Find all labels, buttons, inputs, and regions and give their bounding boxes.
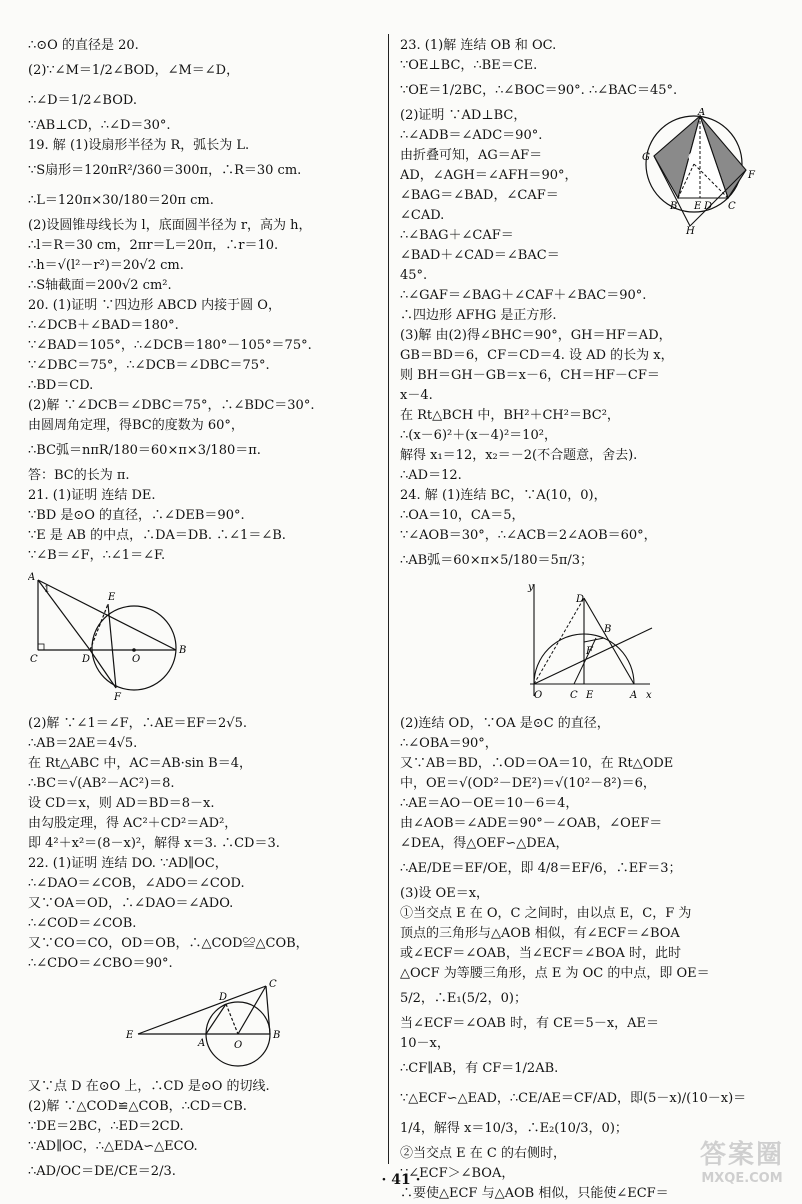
- watermark: [700, 1134, 784, 1186]
- solution-line: 1/4，解得 x＝10/3，∴E₂(10/3，0)；: [400, 1121, 628, 1136]
- fig21-label: O: [132, 654, 141, 665]
- solution-line: ∵∠DBC＝75°，∴∠DCB＝∠DBC＝75°.: [28, 358, 270, 373]
- fig23-label: F: [748, 170, 755, 181]
- fig21-wrapper: [28, 570, 378, 710]
- fig23-label: E: [694, 201, 702, 212]
- solution-line: 中，OE＝√(OD²－DE²)＝√(10²－8²)＝6，: [400, 776, 656, 791]
- solution-line: ∵E 是 AB 的中点，∴DA＝DB. ∴∠1＝∠B.: [28, 528, 286, 543]
- solution-line: 又∵点 D 在⊙O 上，∴CD 是⊙O 的切线.: [28, 1079, 270, 1094]
- watermark-url: MXQE.COM: [701, 1171, 783, 1186]
- fig24-label: E: [586, 690, 594, 701]
- solution-line: ∵AD∥OC，∴△EDA∽△ECO.: [28, 1139, 198, 1154]
- solution-line: (2)证明 ∵AD⊥BC，: [400, 108, 527, 123]
- solution-line: (2)设圆锥母线长为 l，底面圆半径为 r，高为 h，: [28, 218, 312, 233]
- fig23-label: G: [642, 152, 650, 163]
- solution-line: ∴∠COD＝∠COB.: [28, 916, 137, 931]
- solution-line: 答：BC的长为 π.: [28, 468, 130, 483]
- fig24-label: y: [528, 582, 534, 593]
- solution-line: 45°.: [400, 268, 428, 283]
- solution-line: 由∠AOB＝∠ADE＝90°－∠OAB，∠OEF＝: [400, 816, 663, 831]
- solution-line: ∵OE＝1/2BC，∴∠BOC＝90°. ∴∠BAC＝45°.: [400, 83, 678, 98]
- solution-line: △OCF 为等腰三角形，点 E 为 OC 的中点，即 OE＝: [400, 966, 710, 981]
- solution-line: ∵∠AOB＝30°，∴∠ACB＝2∠AOB＝60°，: [400, 528, 657, 543]
- fig23-label: O: [688, 152, 697, 163]
- solution-line: (2)解 ∵△COD≌△COB，∴CD＝CB.: [28, 1099, 247, 1114]
- fig22-label: B: [273, 1030, 281, 1041]
- solution-line: ∵DE＝2BC，∴ED＝2CD.: [28, 1119, 184, 1134]
- figure-22: [28, 978, 358, 1073]
- solution-line: ∴∠DAO＝∠COB，∠ADO＝∠COD.: [28, 876, 245, 891]
- solution-line: ∵∠BAD＝105°，∴∠DCB＝180°－105°＝75°.: [28, 338, 312, 353]
- solution-line: ∴CF∥AB，有 CF＝1/2AB.: [400, 1061, 559, 1076]
- solution-line: (2)∵∠M＝1/2∠BOD，∠M＝∠D，: [28, 63, 240, 78]
- solution-line: ∵BD 是⊙O 的直径，∴∠DEB＝90°.: [28, 508, 245, 523]
- fig21-label: 1: [44, 585, 50, 595]
- solution-line: 23. (1)解 连结 OB 和 OC.: [400, 38, 557, 53]
- solution-line: x－4.: [400, 388, 433, 403]
- solution-line: ∵∠B＝∠F，∴∠1＝∠F.: [28, 548, 166, 563]
- figure-21: [28, 570, 198, 710]
- solution-line: 由折叠可知，AG＝AF＝: [400, 148, 543, 163]
- solution-line: ∠DEA，得△OEF∽△DEA，: [400, 836, 569, 851]
- solution-line: ∴∠DCB＋∠BAD＝180°.: [28, 318, 179, 333]
- fig23-label: H: [686, 226, 695, 234]
- solution-line: ∴BC＝√(AB²－AC²)＝8.: [28, 776, 175, 791]
- solution-line: ∴∠D＝1/2∠BOD.: [28, 93, 137, 108]
- solution-line: 在 Rt△ABC 中，AC＝AB·sin B＝4，: [28, 756, 252, 771]
- solution-line: ∴S轴截面＝200√2 cm².: [28, 278, 172, 293]
- fig21-label: D: [82, 654, 91, 665]
- solution-line: ②当交点 E 在 C 的右侧时，: [400, 1146, 566, 1161]
- solution-line: ∴⊙O 的直径是 20.: [28, 38, 139, 53]
- solution-line: 当∠ECF＝∠OAB 时，有 CE＝5－x，AE＝: [400, 1016, 660, 1031]
- solution-line: ∴BD＝CD.: [28, 378, 94, 393]
- solution-line: 21. (1)证明 连结 DE.: [28, 488, 156, 503]
- fig23-label: C: [728, 201, 736, 212]
- solution-line: ∴∠OBA＝90°，: [400, 736, 498, 751]
- fig22-label: O: [234, 1040, 243, 1051]
- fig23-label: B: [670, 201, 678, 212]
- solution-line: ∴要使△ECF 与△AOB 相似，只能使∠ECF＝: [400, 1186, 669, 1201]
- solution-line: ①当交点 E 在 O，C 之间时，由以点 E，C，F 为: [400, 906, 692, 921]
- solution-line: 在 Rt△BCH 中，BH²＋CH²＝BC²，: [400, 408, 620, 423]
- solution-line: 解得 x₁＝12，x₂＝－2(不合题意，舍去).: [400, 448, 638, 463]
- solution-line: 又∵OA＝OD，∴∠DAO＝∠ADO.: [28, 896, 234, 911]
- fig22-label: A: [198, 1038, 206, 1049]
- solution-line: ∴∠GAF＝∠BAG＋∠CAF＋∠BAC＝90°.: [400, 288, 647, 303]
- solution-line: ∴∠ADB＝∠ADC＝90°.: [400, 128, 543, 143]
- solution-line: 5/2，∴E₁(5/2，0)；: [400, 991, 527, 1006]
- solution-line: ∴L＝120π×30/180＝20π cm.: [28, 193, 214, 208]
- solution-line: (2)连结 OD，∵OA 是⊙C 的直径，: [400, 716, 610, 731]
- solution-line: 10－x，: [400, 1036, 450, 1051]
- left-column: [28, 36, 378, 1187]
- solution-line: GB＝BD＝6，CF＝CD＝4. 设 AD 的长为 x，: [400, 348, 674, 363]
- fig21-label: E: [108, 592, 116, 603]
- solution-line: 又∵AB＝BD，∴OD＝OA＝10，在 Rt△ODE: [400, 756, 674, 771]
- watermark-title: 答案圈: [699, 1140, 784, 1170]
- solution-line: (2)解 ∵∠DCB＝∠DBC＝75°，∴∠BDC＝30°.: [28, 398, 315, 413]
- figure-23: [638, 108, 758, 238]
- solution-line: ∠CAD.: [400, 208, 445, 223]
- solution-line: ∵∠ECF＞∠BOA，: [400, 1166, 515, 1181]
- solution-line: 或∠ECF＝∠OAB，当∠ECF＝∠BOA 时，此时: [400, 946, 682, 961]
- fig22-wrapper: [28, 978, 378, 1073]
- fig23-label: D: [704, 201, 713, 212]
- solution-line: (3)设 OE＝x，: [400, 886, 490, 901]
- fig24-label: B: [604, 624, 612, 635]
- solution-line: 设 CD＝x，则 AD＝BD＝8－x.: [28, 796, 215, 811]
- solution-line: 24. 解 (1)连结 BC，∵A(10，0)，: [400, 488, 607, 503]
- solution-line: 由勾股定理，得 AC²＋CD²＝AD²，: [28, 816, 238, 831]
- solution-line: 则 BH＝GH－GB＝x－6，CH＝HF－CF＝: [400, 368, 660, 383]
- solution-line: 20. (1)证明 ∵四边形 ABCD 内接于圆 O，: [28, 298, 281, 313]
- solution-line: ∴AD＝12.: [400, 468, 462, 483]
- solution-line: 由圆周角定理，得BC的度数为 60°，: [28, 418, 244, 433]
- solution-line: ∴l＝R＝30 cm，2πr＝L＝20π，∴r＝10.: [28, 238, 279, 253]
- fig24-label: D: [576, 594, 585, 605]
- fig21-label: F: [114, 692, 121, 703]
- solution-line: ∴AD/OC＝DE/CE＝2/3.: [28, 1164, 176, 1179]
- solution-line: AD，∠AGH＝∠AFH＝90°，: [400, 168, 578, 183]
- solution-line: 顶点的三角形与△AOB 相似，有∠ECF＝∠BOA: [400, 926, 680, 941]
- solution-line: ∴AB＝2AE＝4√5.: [28, 736, 138, 751]
- solution-line: ∴AE＝AO－OE＝10－6＝4，: [400, 796, 579, 811]
- solution-line: ∵AB⊥CD，∴∠D＝30°.: [28, 118, 171, 133]
- fig22-label: D: [219, 992, 228, 1003]
- solution-line: 19. 解 (1)设扇形半径为 R，弧长为 L.: [28, 138, 250, 153]
- column-divider: [388, 34, 389, 1164]
- solution-line: (2)解 ∵∠1＝∠F，∴AE＝EF＝2√5.: [28, 716, 247, 731]
- page-number: · 41 ·: [381, 1172, 421, 1188]
- solution-line: ∵OE⊥BC，∴BE＝CE.: [400, 58, 538, 73]
- fig21-label: B: [179, 645, 187, 656]
- solution-line: ∴AE/DE＝EF/OE，即 4/8＝EF/6，∴EF＝3；: [400, 861, 682, 876]
- fig24-wrapper: [400, 580, 772, 710]
- solution-line: ∵△ECF∽△EAD，∴CE/AE＝CF/AD，即(5－x)/(10－x)＝: [400, 1091, 747, 1106]
- fig24-label: O: [534, 690, 543, 701]
- solution-line: ∴AB弧＝60×π×5/180＝5π/3；: [400, 553, 594, 568]
- fig21-label: A: [28, 572, 36, 583]
- solution-line: ∴∠CDO＝∠CBO＝90°.: [28, 956, 173, 971]
- solution-line: ∵S扇形＝120πR²/360＝300π，∴R＝30 cm.: [28, 163, 302, 178]
- fig22-label: C: [269, 979, 277, 990]
- fig21-label: C: [30, 654, 38, 665]
- fig23-label: A: [698, 108, 706, 118]
- solution-line: ∴h＝√(l²－r²)＝20√2 cm.: [28, 258, 184, 273]
- solution-line: 22. (1)证明 连结 DO. ∵AD∥OC，: [28, 856, 228, 871]
- solution-line: 又∵CO＝CO，OD＝OB，∴△COD≌△COB，: [28, 936, 309, 951]
- figure-24: [400, 580, 772, 710]
- fig22-label: E: [126, 1030, 134, 1041]
- fig24-label: x: [646, 690, 652, 701]
- fig24-label: C: [570, 690, 578, 701]
- solution-line: ∴BC弧＝nπR/180＝60×π×3/180＝π.: [28, 443, 261, 458]
- solution-line: ∠BAG＝∠BAD，∠CAF＝: [400, 188, 559, 203]
- fig24-label: F: [586, 646, 593, 657]
- fig24-label: A: [630, 690, 638, 701]
- solution-line: ∴四边形 AFHG 是正方形.: [400, 308, 557, 323]
- solution-line: 即 4²＋x²＝(8－x)²，解得 x＝3. ∴CD＝3.: [28, 836, 280, 851]
- solution-line: ∠BAD＋∠CAD＝∠BAC＝: [400, 248, 560, 263]
- solution-line: (3)解 由(2)得∠BHC＝90°，GH＝HF＝AD，: [400, 328, 672, 343]
- solution-line: ∴∠BAG＋∠CAF＝: [400, 228, 514, 243]
- solution-line: ∴OA＝10，CA＝5，: [400, 508, 525, 523]
- solution-line: ∴(x－6)²＋(x－4)²＝10²，: [400, 428, 557, 443]
